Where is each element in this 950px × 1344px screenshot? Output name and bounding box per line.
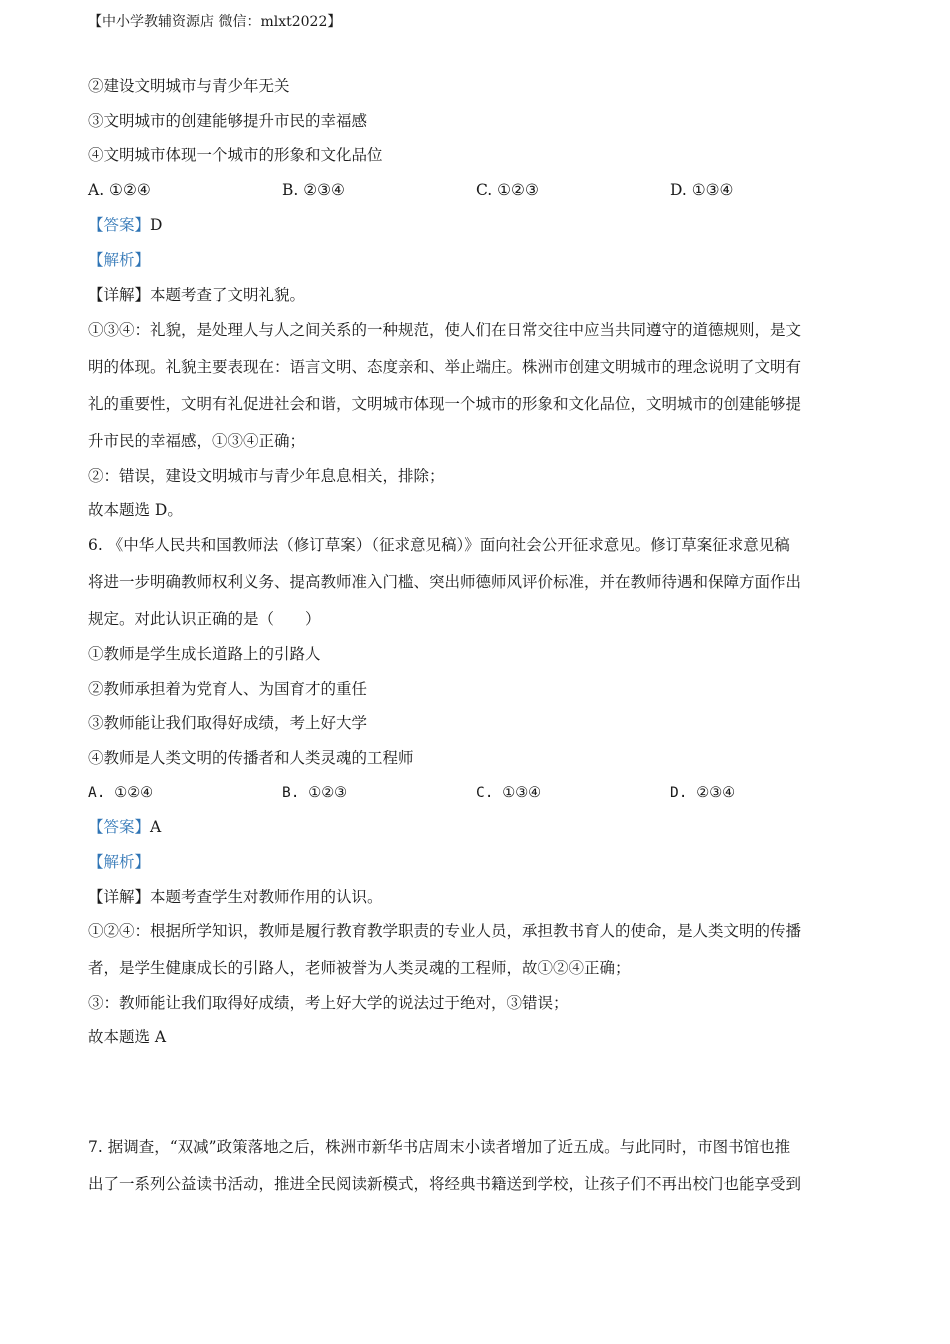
q6-stem-line: 将进一步明确教师权利义务、提高教师准入门槛、突出师德师风评价标准，并在教师待遇和保障方面作出 xyxy=(88,573,802,591)
q6-analysis-label: 【解析】 xyxy=(88,853,151,871)
q6-answer-row xyxy=(88,817,161,837)
q6-explain-line: 者，是学生健康成长的引路人，老师被誉为人类灵魂的工程师，故①②④正确； xyxy=(88,959,631,977)
q5-explain-line: 升市民的幸福感，①③④正确； xyxy=(88,432,306,450)
answer-label: 【答案】 xyxy=(88,818,151,836)
q5-option-d: D. ①③④ xyxy=(670,181,734,199)
q6-option-b: B. ①②③ xyxy=(282,785,348,801)
q6-item-3: ③教师能让我们取得好成绩，考上好大学 xyxy=(88,714,368,732)
q6-stem-line: 规定。对此认识正确的是（ ） xyxy=(88,610,321,628)
q5-option-b: B. ②③④ xyxy=(282,181,345,199)
q5-item-2: ②建设文明城市与青少年无关 xyxy=(88,77,290,95)
q6-item-2: ②教师承担着为党育人、为国育才的重任 xyxy=(88,680,368,698)
q5-item-4: ④文明城市体现一个城市的形象和文化品位 xyxy=(88,146,383,164)
q5-answer-row xyxy=(88,215,162,235)
q6-explain-line: ①②④：根据所学知识，教师是履行教育教学职责的专业人员，承担教书育人的使命，是人类文明的传播 xyxy=(88,922,802,940)
answer-value: A xyxy=(150,818,162,836)
q5-detail: 【详解】本题考查了文明礼貌。 xyxy=(88,286,306,304)
q5-conclusion: 故本题选 D。 xyxy=(88,501,183,519)
q5-item-3: ③文明城市的创建能够提升市民的幸福感 xyxy=(88,112,368,130)
answer-value: D xyxy=(150,216,163,234)
q5-analysis-label: 【解析】 xyxy=(88,251,151,269)
q6-explain-line: ③：教师能让我们取得好成绩，考上好大学的说法过于绝对，③错误； xyxy=(88,994,569,1012)
q5-option-a: A. ①②④ xyxy=(88,181,151,199)
q6-item-4: ④教师是人类文明的传播者和人类灵魂的工程师 xyxy=(88,749,414,767)
page-header: 【中小学教辅资源店 微信：mlxt2022】 xyxy=(88,14,342,30)
q6-option-d: D. ②③④ xyxy=(670,785,736,801)
q6-item-1: ①教师是学生成长道路上的引路人 xyxy=(88,645,321,663)
q6-option-a: A. ①②④ xyxy=(88,785,154,801)
q6-conclusion: 故本题选 A xyxy=(88,1028,167,1046)
q6-detail: 【详解】本题考查学生对教师作用的认识。 xyxy=(88,888,383,906)
answer-label: 【答案】 xyxy=(88,216,151,234)
q5-explain-line: ②：错误，建设文明城市与青少年息息相关，排除； xyxy=(88,467,445,485)
q7-stem-line: 出了一系列公益读书活动，推进全民阅读新模式，将经典书籍送到学校，让孩子们不再出校门也能享受到 xyxy=(88,1175,802,1193)
q6-option-c: C. ①③④ xyxy=(476,785,542,801)
q7-stem-line: 7. 据调查，“双减”政策落地之后，株洲市新华书店周末小读者增加了近五成。与此同时，市图书馆也推 xyxy=(88,1138,791,1156)
q6-stem-line: 6. 《中华人民共和国教师法（修订草案）（征求意见稿）》面向社会公开征求意见。修订草案征求意见稿 xyxy=(88,536,790,554)
q5-explain-line: 明的体现。礼貌主要表现在：语言文明、态度亲和、举止端庄。株洲市创建文明城市的理念说明了文明有 xyxy=(88,358,802,376)
q5-explain-line: ①③④：礼貌，是处理人与人之间关系的一种规范，使人们在日常交往中应当共同遵守的道德规则，是文 xyxy=(88,321,802,339)
q5-explain-line: 礼的重要性，文明有礼促进社会和谐，文明城市体现一个城市的形象和文化品位，文明城市的创建能够提 xyxy=(88,395,802,413)
q5-option-c: C. ①②③ xyxy=(476,181,539,199)
